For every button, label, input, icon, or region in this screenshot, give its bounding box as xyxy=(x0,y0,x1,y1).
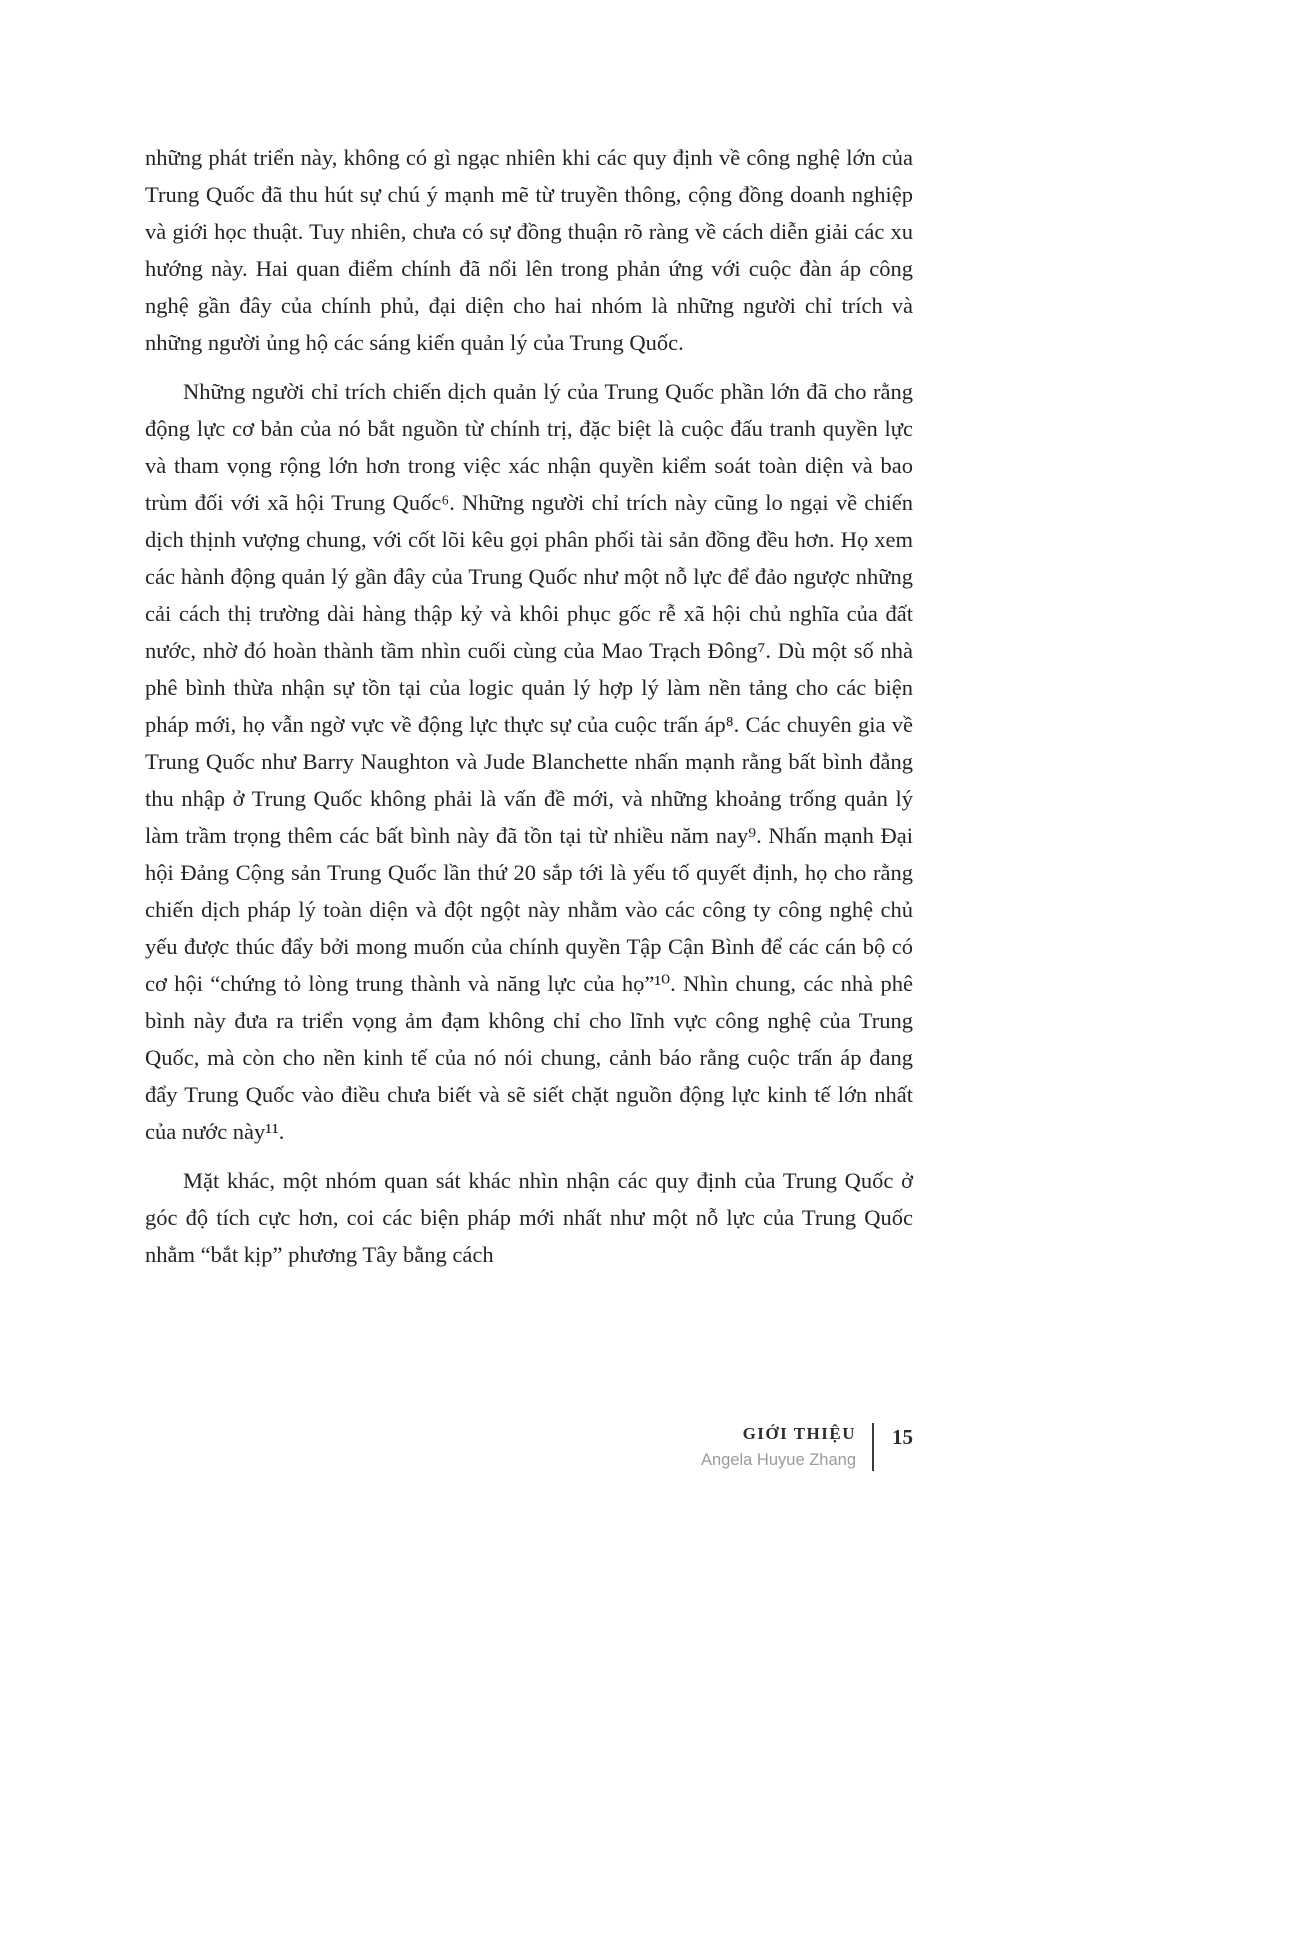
paragraph-continuation: những phát triển này, không có gì ngạc nhiên khi các quy định về công nghệ lớn của Trung Quốc đã thu hút sự chú ý mạnh mẽ từ truyền thông, cộng đồng doanh nghiệp và giới học thuật. Tuy nhiên, chưa có sự đồng thuận rõ ràng về cách diễn giải các xu hướng này. Hai quan điểm chính đã nổi lên trong phản ứng với cuộc đàn áp công nghệ gần đây của chính phủ, đại diện cho hai nhóm là những người chỉ trích và những người ủng hộ các sáng kiến quản lý của Trung Quốc. xyxy=(145,145,913,355)
footer-divider-line xyxy=(872,1423,874,1471)
footer-text-group xyxy=(701,1421,856,1473)
page-footer xyxy=(701,1421,913,1473)
paragraph-critics: Những người chỉ trích chiến dịch quản lý của Trung Quốc phần lớn đã cho rằng động lực cơ bản của nó bắt nguồn từ chính trị, đặc biệt là cuộc đấu tranh quyền lực và tham vọng rộng lớn hơn trong việc xác nhận quyền kiểm soát toàn diện và bao trùm đối với xã hội Trung Quốc⁶. Những người chỉ trích này cũng lo ngại về chiến dịch thịnh vượng chung, với cốt lõi kêu gọi phân phối tài sản đồng đều hơn. Họ xem các hành động quản lý gần đây của Trung Quốc như một nỗ lực để đảo ngược những cải cách thị trường dài hàng thập kỷ và khôi phục gốc rễ xã hội chủ nghĩa của đất nước, nhờ đó hoàn thành tầm nhìn cuối cùng của Mao Trạch Đông⁷. Dù một số nhà phê bình thừa nhận sự tồn tại của logic quản lý hợp lý làm nền tảng cho các biện pháp mới, họ vẫn ngờ vực về động lực thực sự của cuộc trấn áp⁸. Các chuyên gia về Trung Quốc như Barry Naughton và Jude Blanchette nhấn mạnh rằng bất bình đẳng thu nhập ở Trung Quốc không phải là vấn đề mới, và những khoảng trống quản lý làm trầm trọng thêm các bất bình này đã tồn tại từ nhiều năm nay⁹. Nhấn mạnh Đại hội Đảng Cộng sản Trung Quốc lần thứ 20 sắp tới là yếu tố quyết định, họ cho rằng chiến dịch pháp lý toàn diện và đột ngột này nhằm vào các công ty công nghệ chủ yếu được thúc đẩy bởi mong muốn của chính quyền Tập Cận Bình để các cán bộ có cơ hội “chứng tỏ lòng trung thành và năng lực của họ”¹⁰. Nhìn chung, các nhà phê bình này đưa ra triển vọng ảm đạm không chỉ cho lĩnh vực công nghệ của Trung Quốc, mà còn cho nền kinh tế của nó nói chung, cảnh báo rằng cuộc trấn áp đang đẩy Trung Quốc vào điều chưa biết và sẽ siết chặt nguồn động lực kinh tế lớn nhất của nước này¹¹. xyxy=(145,379,913,1144)
page-number: 15 xyxy=(892,1425,913,1449)
footer-author-name: Angela Huyue Zhang xyxy=(700,1451,856,1469)
paragraph-supporters: Mặt khác, một nhóm quan sát khác nhìn nhận các quy định của Trung Quốc ở góc độ tích cực hơn, coi các biện pháp mới nhất như một nỗ lực của Trung Quốc nhằm “bắt kịp” phương Tây bằng cách xyxy=(145,1168,913,1267)
page-text-column xyxy=(145,139,913,1273)
footer-section-title: GIỚI THIỆU xyxy=(742,1424,856,1443)
